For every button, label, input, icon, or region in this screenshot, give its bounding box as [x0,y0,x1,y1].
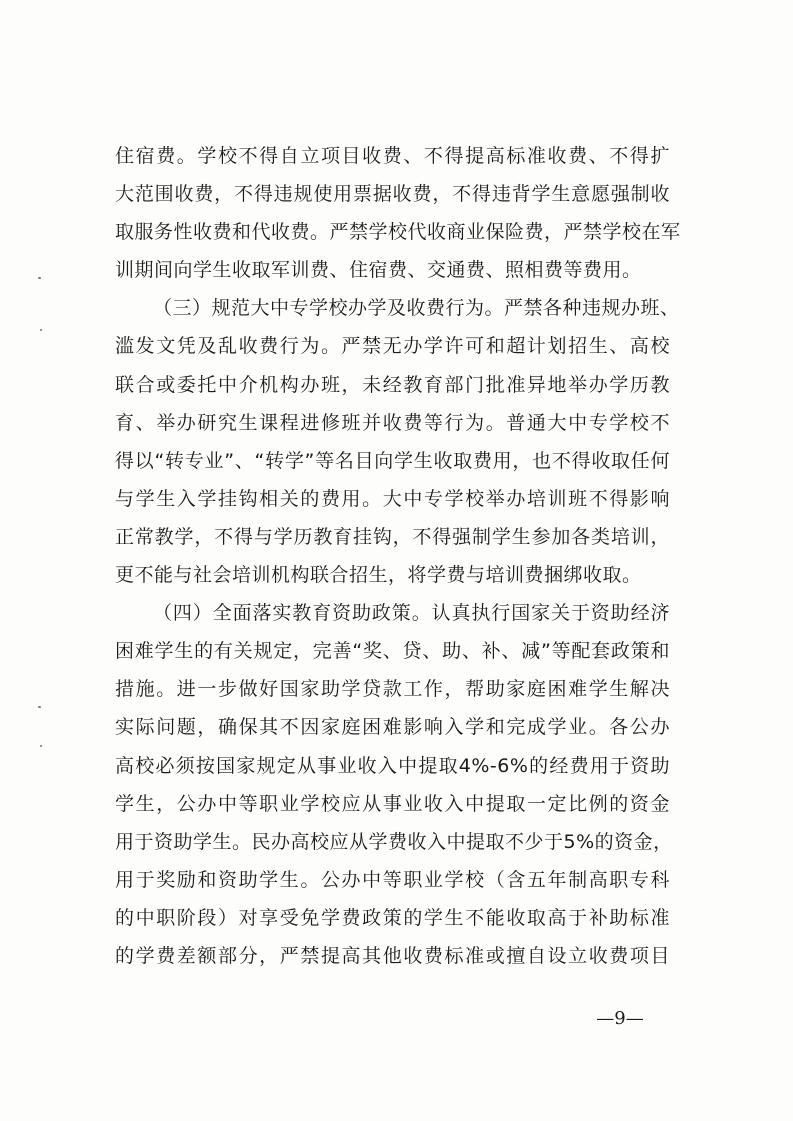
text-line: （三）规范大中专学校办学及收费行为。严禁各种违规办班、 [153,297,680,320]
text-line: 的中职阶段）对享受免学费政策的学生不能收取高于补助标准 [115,906,670,929]
text-line: 用于资助学生。民办高校应从学费收入中提取不少于5%的资金， [115,830,673,853]
body-text [115,137,681,975]
scan-speck [40,745,42,747]
text-line: 更不能与社会培训机构联合招生，将学费与培训费捆绑收取。 [115,564,642,587]
text-line: 措施。进一步做好国家助学贷款工作，帮助家庭困难学生解决 [115,678,670,701]
text-line: 训期间向学生收取军训费、住宿费、交通费、照相费等费用。 [115,259,642,282]
text-line: 取服务性收费和代收费。严禁学校代收商业保险费，严禁学校在军 [115,221,681,244]
text-line: 育、举办研究生课程进修班并收费等行为。普通大中专学校不 [115,411,670,434]
page-number: —9— [596,1008,644,1029]
text-line: 联合或委托中介机构办班，未经教育部门批准异地举办学历教 [115,373,670,396]
text-line: 得以“转专业”、“转学”等名目向学生收取费用，也不得收取任何 [115,449,670,472]
text-line: 正常教学，不得与学历教育挂钩，不得强制学生参加各类培训， [115,525,670,548]
scan-speck [40,329,42,331]
text-line: 的学费差额部分，严禁提高其他收费标准或擅自设立收费项目 [115,944,670,967]
text-line: 滥发文凭及乱收费行为。严禁无办学许可和超计划招生、高校 [115,335,670,358]
scan-speck [38,277,41,279]
text-line: 住宿费。学校不得自立项目收费、不得提高标准收费、不得扩 [115,145,670,167]
text-line: （四）全面落实教育资助政策。认真执行国家关于资助经济 [153,602,670,625]
text-line: 困难学生的有关规定，完善“奖、贷、助、补、减”等配套政策和 [115,640,670,663]
text-line: 用于奖励和资助学生。公办中等职业学校（含五年制高职专科 [115,868,670,891]
text-line: 与学生入学挂钩相关的费用。大中专学校举办培训班不得影响 [115,487,670,510]
text-line: 学生，公办中等职业学校应从事业收入中提取一定比例的资金 [115,792,670,815]
text-line: 高校必须按国家规定从事业收入中提取4%-6%的经费用于资助 [115,754,670,777]
text-line: 大范围收费，不得违规使用票据收费，不得违背学生意愿强制收 [115,183,670,206]
text-line: 实际问题，确保其不因家庭困难影响入学和完成学业。各公办 [115,716,670,739]
scan-speck [38,706,41,708]
